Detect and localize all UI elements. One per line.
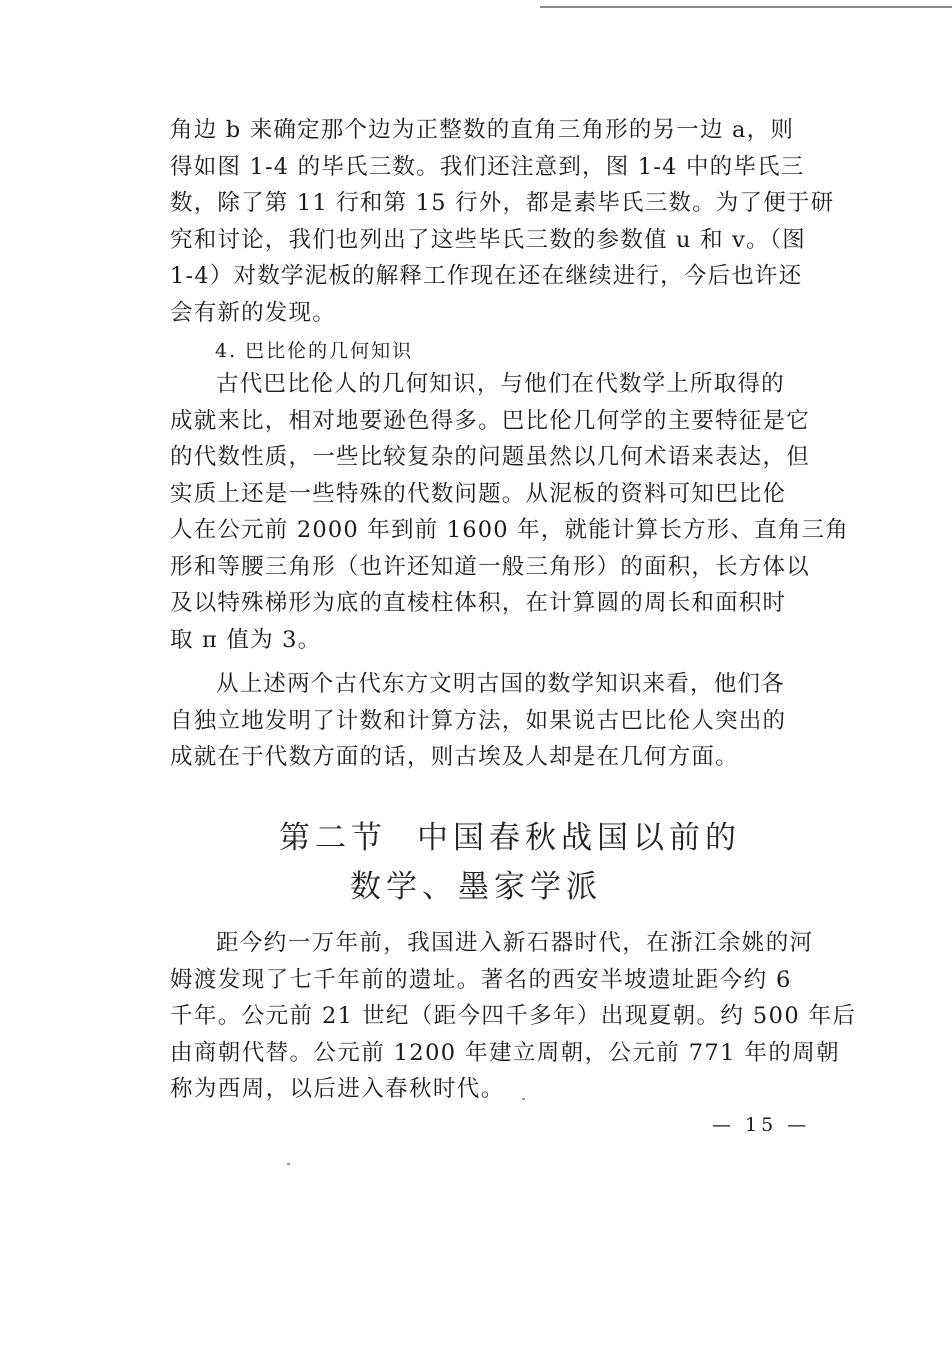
section-title-line-1: [34, 814, 952, 862]
section-title-line-2: 数学、墨家学派: [350, 869, 602, 905]
text-line: 距今约一万年前，我国进入新石器时代，在浙江余姚的河: [216, 930, 814, 956]
paragraph-1-text: [170, 112, 835, 331]
paragraph-3: [170, 666, 830, 776]
text-line: 自独立地发明了计数和计算方法，如果说古巴比伦人突出的: [170, 707, 787, 734]
text-line: 数，除了第 11 行和第 15 行外，都是素毕氏三数。为了便于研: [170, 190, 835, 216]
text-line: 及以特殊梯形为底的直棱柱体积，在计算圆的周长和面积时: [170, 590, 787, 616]
page-number: — 15 —: [712, 1114, 811, 1136]
text-line: 角边 b 来确定那个边为正整数的直角三角形的另一边 a，则: [170, 117, 795, 143]
text-line: 古代巴比伦人的几何知识，与他们在代数学上所取得的: [216, 371, 785, 397]
section-title-text: 中国春秋战国以前的: [417, 820, 741, 856]
text-line: 成就来比，相对地要逊色得多。巴比伦几何学的主要特征是它: [170, 407, 810, 434]
text-line: 的代数性质，一些比较复杂的问题虽然以几何术语来表达，但: [170, 444, 810, 470]
text-line: 形和等腰三角形（也许还知道一般三角形）的面积，长方体以: [170, 553, 810, 580]
paragraph-1: [170, 112, 835, 331]
text-line: 千年。公元前 21 世纪（距今四千多年）出现夏朝。约 500 年后: [170, 1003, 857, 1029]
text-line: 取 π 值为 3。: [170, 626, 322, 653]
text-line: 由商朝代替。公元前 1200 年建立周朝，公元前 771 年的周朝: [170, 1039, 841, 1066]
subsection-heading: 4. 巴比伦的几何知识: [215, 340, 414, 362]
text-line: 从上述两个古代东方文明古国的数学知识来看，他们各: [216, 671, 785, 697]
top-scan-rule: [540, 6, 952, 8]
text-line: 姆渡发现了七千年前的遗址。著名的西安半坡遗址距今约 6: [170, 966, 792, 993]
text-line: 究和讨论，我们也列出了这些毕氏三数的参数值 u 和 v。（图: [170, 226, 806, 253]
text-line: 成就在于代数方面的话，则古埃及人却是在几何方面。: [170, 744, 739, 770]
text-line: 实质上还是一些特殊的代数问题。从泥板的资料可知巴比伦: [170, 480, 787, 507]
section-number: 第二节: [279, 820, 387, 856]
paragraph-2-text: [170, 366, 849, 658]
paragraph-4: [170, 925, 857, 1108]
paragraph-3-text: [170, 666, 830, 776]
scan-speck: [287, 1163, 290, 1165]
text-line: 人在公元前 2000 年到前 1600 年，就能计算长方形、直角三角: [170, 517, 849, 543]
text-line: 称为西周，以后进入春秋时代。: [170, 1076, 505, 1102]
scan-speck: [522, 1098, 525, 1100]
paragraph-2: [170, 366, 849, 658]
text-line: 会有新的发现。: [170, 299, 336, 326]
paragraph-4-text: [170, 925, 857, 1108]
text-line: 1-4）对数学泥板的解释工作现在还在继续进行，今后也许还: [170, 263, 803, 289]
text-line: 得如图 1-4 的毕氏三数。我们还注意到，图 1-4 中的毕氏三: [170, 153, 805, 180]
